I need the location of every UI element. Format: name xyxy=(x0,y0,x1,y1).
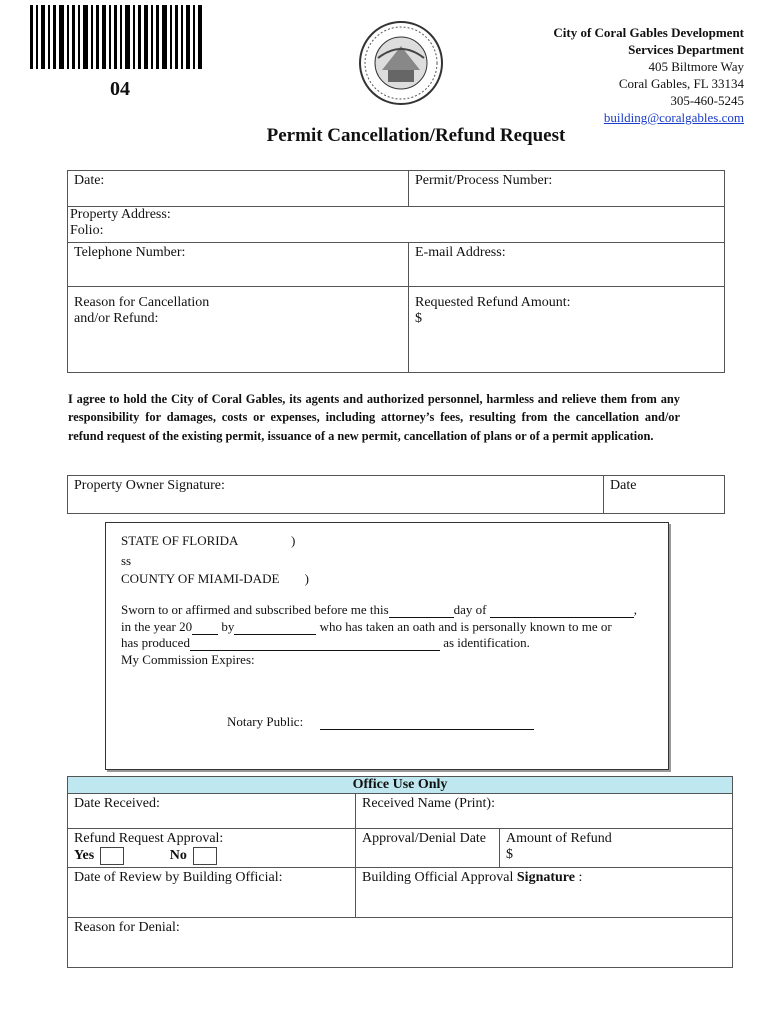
official-signature-field[interactable]: Building Official Approval Signature : xyxy=(356,868,733,918)
email-field[interactable]: E-mail Address: xyxy=(409,243,725,287)
dept-line2: Services Department xyxy=(628,42,744,57)
email-link[interactable]: building@coralgables.com xyxy=(603,110,744,125)
dept-line1: City of Coral Gables Development xyxy=(553,25,744,40)
folio-label: Folio: xyxy=(70,223,104,238)
date-field[interactable]: Date: xyxy=(68,171,409,207)
review-date-field[interactable]: Date of Review by Building Official: xyxy=(68,868,356,918)
ss-label: ss xyxy=(121,553,132,568)
owner-signature-field[interactable]: Property Owner Signature: xyxy=(68,476,604,514)
state-label: STATE OF FLORIDA xyxy=(121,533,238,548)
date-received-field[interactable]: Date Received: xyxy=(68,794,356,829)
hold-harmless-agreement: I agree to hold the City of Coral Gables, its agents and authorized personnel, harmless and relieve them from any responsibility for damages, costs or expenses, including attorney’s fees, resulting from the cancellation and/or refund request of the existing permit, issuance of a new permit, cancellation of plans or of a permit application. xyxy=(68,392,680,443)
day-blank[interactable] xyxy=(389,605,454,618)
reason-field[interactable]: Reason for Cancellation and/or Refund: xyxy=(68,287,409,373)
name-blank[interactable] xyxy=(234,622,316,635)
barcode xyxy=(30,5,202,69)
telephone-field[interactable]: Telephone Number: xyxy=(68,243,409,287)
commission-label: My Commission Expires: xyxy=(121,652,255,667)
signature-date-field[interactable]: Date xyxy=(604,476,725,514)
request-table xyxy=(67,170,725,373)
page-title: Permit Cancellation/Refund Request xyxy=(266,125,566,146)
office-use-heading: Office Use Only xyxy=(68,777,733,794)
office-use-table xyxy=(67,776,733,968)
department-address xyxy=(553,24,744,126)
received-name-field[interactable]: Received Name (Print): xyxy=(356,794,733,829)
month-blank[interactable] xyxy=(490,605,634,618)
refund-amount-field[interactable]: Requested Refund Amount: $ xyxy=(409,287,725,373)
no-checkbox[interactable] xyxy=(193,847,217,865)
reason-for-denial-field[interactable]: Reason for Denial: xyxy=(68,918,733,968)
phone: 305-460-5245 xyxy=(670,93,744,108)
city: Coral Gables, FL 33134 xyxy=(618,76,744,91)
notary-section: STATE OF FLORIDA ) ss COUNTY OF MIAMI-DADE ) Sworn to or affirmed and subscribed before me this day of , in the year 20 by who has taken an oath and is personally known to me or has produced as identification. My Commission Expires: Notary Public: xyxy=(105,522,669,770)
approval-date-field[interactable]: Approval/Denial Date xyxy=(356,829,500,868)
year-blank[interactable] xyxy=(192,622,218,635)
refund-approval-field: Refund Request Approval: Yes No xyxy=(68,829,356,868)
refund-amount-office-field[interactable]: Amount of Refund $ xyxy=(500,829,733,868)
city-seal-icon xyxy=(358,20,444,106)
signature-table xyxy=(67,475,725,514)
identification-blank[interactable] xyxy=(190,638,440,651)
yes-checkbox[interactable] xyxy=(100,847,124,865)
notary-public-label: Notary Public: xyxy=(227,714,304,729)
property-address-field[interactable]: Property Address: Folio: xyxy=(68,207,725,243)
county-label: COUNTY OF MIAMI-DADE xyxy=(121,571,280,586)
street: 405 Biltmore Way xyxy=(648,59,744,74)
notary-signature-line[interactable] xyxy=(320,717,534,730)
form-number: 04 xyxy=(110,78,130,100)
permit-number-field[interactable]: Permit/Process Number: xyxy=(409,171,725,207)
